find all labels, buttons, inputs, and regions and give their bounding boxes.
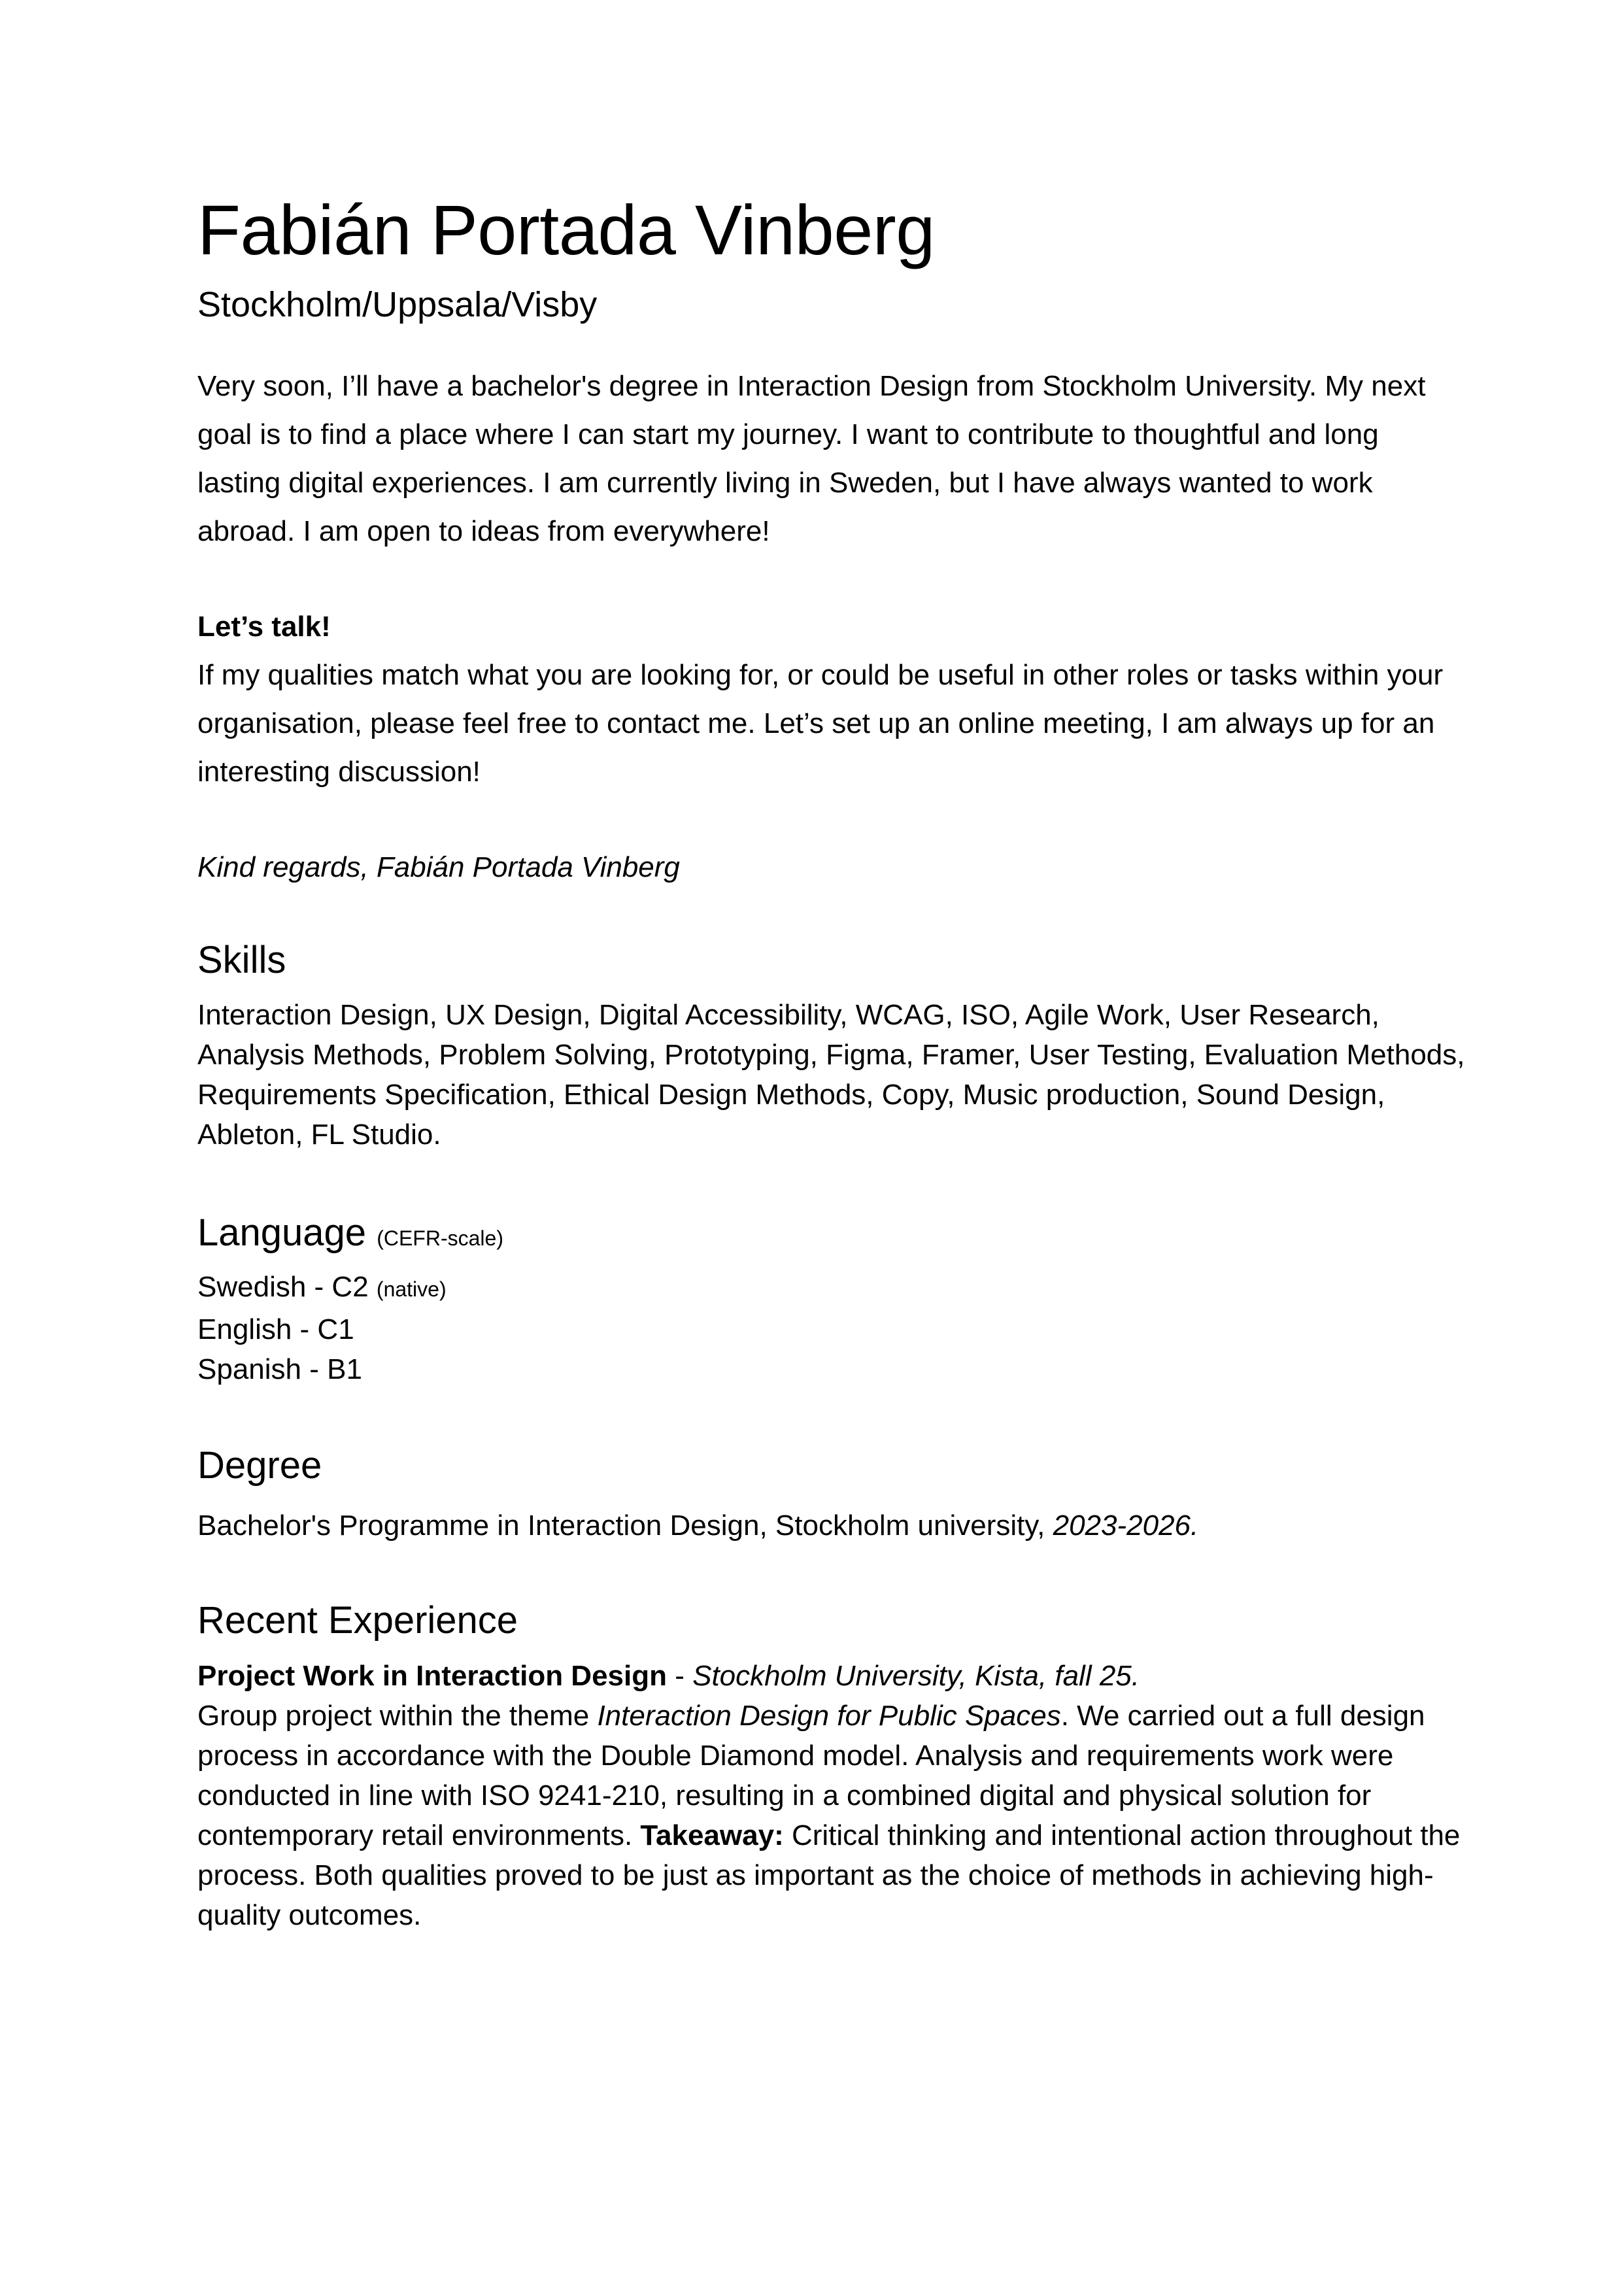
language-item xyxy=(197,1309,1466,1349)
language-item-note: (native) xyxy=(376,1277,447,1302)
degree-heading: Degree xyxy=(197,1444,322,1487)
experience-text-2: . We carried out a full design process in accordance with the Double Diamond model. Analysis and requirements work were conducted in line with ISO 9241-210, resulting in a combined digital and physical solution for contemporary retail environments. xyxy=(197,1700,1425,1852)
degree-text xyxy=(197,1506,1466,1545)
lets-talk-paragraph: If my qualities match what you are looking for, or could be useful in other roles or tasks within your organisation, please feel free to contact me. Let’s set up an online meeting, I am always up for an interesting discussion! xyxy=(197,658,1444,788)
experience-title: Project Work in Interaction Design xyxy=(197,1660,667,1693)
skills-list: Interaction Design, UX Design, Digital Accessibility, WCAG, ISO, Agile Work, User Research, Analysis Methods, Problem Solving, Prototyping, Figma, Framer, User Testing, Evaluation Methods, Requirements Specification, Ethical Design Methods, Copy, Music production, Sound Design, Ableton, FL Studio. xyxy=(197,998,1465,1151)
closing-regards: Kind regards, Fabián Portada Vinberg xyxy=(197,851,680,883)
language-list xyxy=(197,1267,1466,1389)
degree-programme: Bachelor's Programme in Interaction Design, Stockholm university, xyxy=(197,1509,1045,1542)
language-item-text: Spanish - B1 xyxy=(197,1353,362,1386)
experience-separator: - xyxy=(667,1660,693,1693)
lets-talk-heading: Let’s talk! xyxy=(197,610,331,643)
skills-heading: Skills xyxy=(197,938,286,981)
language-item-text: Swedish - C2 xyxy=(197,1271,369,1304)
experience-theme: Interaction Design for Public Spaces xyxy=(597,1700,1061,1732)
experience-place: Stockholm University, Kista, fall 25. xyxy=(692,1660,1140,1693)
language-scale-note: (CEFR-scale) xyxy=(377,1226,503,1250)
language-item-text: English - C1 xyxy=(197,1313,354,1346)
experience-entry xyxy=(197,1656,1466,1935)
resume-location: Stockholm/Uppsala/Visby xyxy=(197,285,598,325)
experience-text-1: Group project within the theme xyxy=(197,1700,598,1732)
language-heading-label: Language xyxy=(197,1211,367,1254)
language-item xyxy=(197,1267,1466,1309)
experience-takeaway-text: Critical thinking and intentional action throughout the process. Both qualities proved to be just as important as the choice of methods in achieving high-quality outcomes. xyxy=(197,1819,1461,1932)
resume-page xyxy=(197,190,1466,1935)
degree-years: 2023-2026. xyxy=(1053,1509,1199,1542)
experience-heading: Recent Experience xyxy=(197,1598,518,1642)
language-heading xyxy=(197,1210,1466,1256)
resume-name: Fabián Portada Vinberg xyxy=(197,190,935,269)
intro-paragraph: Very soon, I’ll have a bachelor's degree in Interaction Design from Stockholm University. My next goal is to find a place where I can start my journey. I want to contribute to thoughtful and long lasting digital experiences. I am currently living in Sweden, but I have always wanted to work abroad. I am open to ideas from everywhere! xyxy=(197,369,1426,547)
experience-takeaway-label: Takeaway: xyxy=(640,1819,784,1852)
language-item xyxy=(197,1349,1466,1389)
